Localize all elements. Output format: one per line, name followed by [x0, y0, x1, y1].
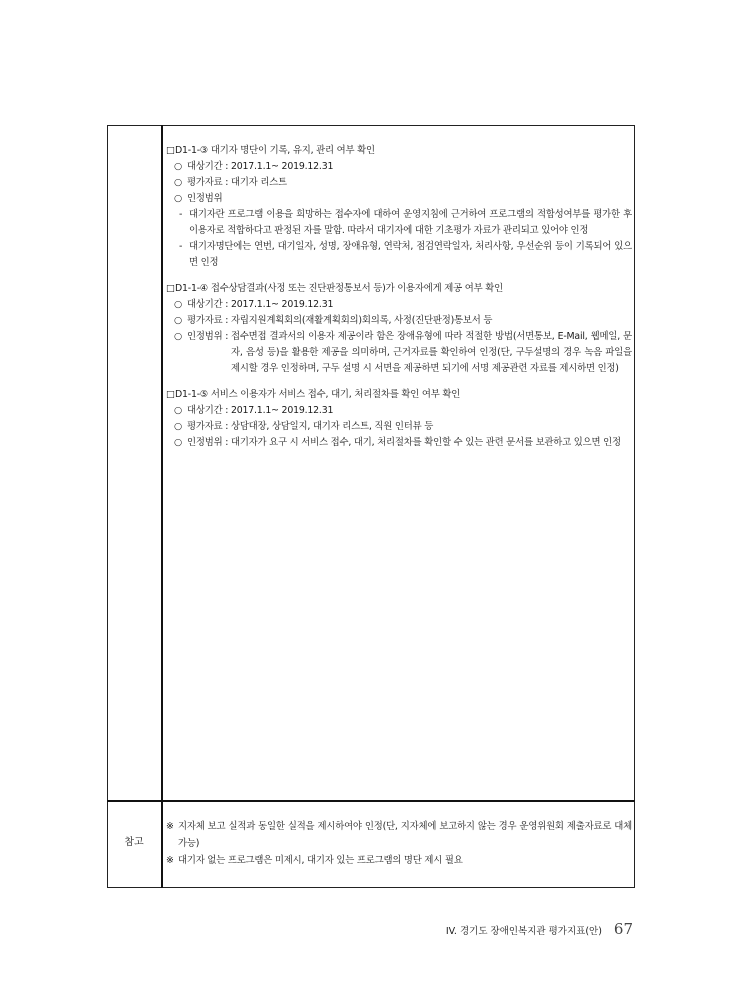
- circle-bullet-icon: ○: [174, 437, 182, 448]
- material-row: ○ 평가자료 : 상담대장, 상담일지, 대기자 리스트, 직원 인터뷰 등: [166, 419, 632, 435]
- checkbox-square-icon: □: [166, 283, 175, 294]
- period-row: ○ 대상기간 : 2017.1.1~ 2019.12.31: [166, 159, 632, 175]
- reference-label: 참고: [124, 837, 144, 848]
- circle-bullet-icon: ○: [174, 299, 182, 310]
- scope-row: [166, 191, 632, 207]
- scope-row: ○ 인정범위 : 대기자가 요구 시 서비스 접수, 대기, 처리절차를 확인할 수 있는 관련 문서를 보관하고 있으면 인정: [166, 435, 632, 451]
- criteria-content: [166, 143, 632, 461]
- period-row: ○ 대상기간 : 2017.1.1~ 2019.12.31: [166, 403, 632, 419]
- scope-label: 인정범위: [187, 437, 223, 448]
- material-value: 대기자 리스트: [230, 177, 287, 188]
- criterion-heading: [166, 281, 632, 297]
- circle-bullet-icon: ○: [174, 161, 182, 172]
- criterion-section: [166, 281, 632, 377]
- scope-row: ○ 인정범위 : 접수면접 결과서의 이용자 제공이라 함은 장애유형에 따라 적절한 방법(서면통보, E-Mail, 웹메일, 문자, 음성 등)을 활용한 제공을 의미하며, 근거자료를 확인하여 인정(단, 구두설명의 경우 녹음 파일을 제시할 경우 인정하며, 구두 설명 시 서면을 제공하면 되기에 서명 제공관련 자료를 제시하면 인정): [166, 329, 632, 377]
- reference-note-text: 지자체 보고 실적과 동일한 실적을 제시하여야 인정(단, 지자체에 보고하지 않는 경우 운영위원회 제출자료로 대체 가능): [178, 821, 632, 849]
- reference-notes: [166, 818, 632, 869]
- reference-note: [166, 818, 632, 852]
- scope-label: 인정범위: [187, 193, 223, 204]
- scope-item: [166, 239, 632, 271]
- criterion-section: [166, 387, 632, 451]
- material-label: 평가자료: [187, 315, 223, 326]
- period-row: ○ 대상기간 : 2017.1.1~ 2019.12.31: [166, 297, 632, 313]
- criterion-title: D1-1-⑤ 서비스 이용자가 서비스 접수, 대기, 처리절차를 확인 여부 확인: [175, 389, 461, 400]
- dash-bullet-icon: -: [179, 209, 183, 220]
- period-label: 대상기간: [187, 161, 223, 172]
- criterion-heading: [166, 387, 632, 403]
- footer-title: IV. 경기도 장애인복지관 평가지표(안): [445, 926, 602, 937]
- scope-item: [166, 207, 632, 239]
- period-value: 2017.1.1~ 2019.12.31: [230, 299, 334, 310]
- criterion-section: [166, 143, 632, 271]
- circle-bullet-icon: ○: [174, 331, 182, 342]
- period-value: 2017.1.1~ 2019.12.31: [230, 405, 334, 416]
- reference-mark-icon: ※: [166, 855, 174, 866]
- period-value: 2017.1.1~ 2019.12.31: [230, 161, 334, 172]
- circle-bullet-icon: ○: [174, 421, 182, 432]
- material-value: 상담대장, 상담일지, 대기자 리스트, 직원 인터뷰 등: [230, 421, 434, 432]
- scope-label: 인정범위: [187, 331, 223, 342]
- criterion-title: D1-1-③ 대기자 명단이 기록, 유지, 관리 여부 확인: [175, 145, 375, 156]
- scope-item-text: 대기자란 프로그램 이용을 희망하는 접수자에 대하여 운영지침에 근거하여 프로그램의 적합성여부를 평가한 후 이용자로 적합하다고 판정된 자를 말함. 따라서 대기자에 대한 기초평가 자료가 관리되고 있어야 인정: [189, 209, 632, 236]
- reference-mark-icon: ※: [166, 821, 174, 832]
- table-row-divider: [107, 800, 635, 802]
- dash-bullet-icon: -: [179, 241, 183, 252]
- circle-bullet-icon: ○: [174, 315, 182, 326]
- checkbox-square-icon: □: [166, 145, 175, 156]
- reference-note-text: 대기자 없는 프로그램은 미제시, 대기자 있는 프로그램의 명단 제시 필요: [178, 855, 463, 866]
- scope-item-text: 대기자명단에는 연번, 대기일자, 성명, 장애유형, 연락처, 점검연락일자, 처리사항, 우선순위 등이 기록되어 있으면 인정: [189, 241, 632, 268]
- criterion-title: D1-1-④ 접수상담결과(사정 또는 진단판정통보서 등)가 이용자에게 제공 여부 확인: [175, 283, 503, 294]
- material-row: ○ 평가자료 : 대기자 리스트: [166, 175, 632, 191]
- scope-value: 대기자가 요구 시 서비스 접수, 대기, 처리절차를 확인할 수 있는 관련 문서를 보관하고 있으면 인정: [230, 437, 621, 448]
- circle-bullet-icon: ○: [174, 405, 182, 416]
- circle-bullet-icon: ○: [174, 177, 182, 188]
- page-number: 67: [613, 920, 633, 938]
- table-column-divider: [161, 125, 163, 888]
- circle-bullet-icon: ○: [174, 193, 182, 204]
- material-label: 평가자료: [187, 177, 223, 188]
- reference-note: [166, 852, 632, 869]
- period-label: 대상기간: [187, 405, 223, 416]
- criterion-heading: [166, 143, 632, 159]
- checkbox-square-icon: □: [166, 389, 175, 400]
- page-footer: [446, 920, 633, 938]
- material-row: ○ 평가자료 : 자립지원계획회의(재활계획회의)회의록, 사정(진단판정)통보서 등: [166, 313, 632, 329]
- scope-value: 접수면접 결과서의 이용자 제공이라 함은 장애유형에 따라 적절한 방법(서면통보, E-Mail, 웹메일, 문자, 음성 등)을 활용한 제공을 의미하며, 근거자료를 확인하여 인정(단, 구두설명의 경우 녹음 파일을 제시할 경우 인정하며, 구두 설명 시 서면을 제공하면 되기에 서명 제공관련 자료를 제시하면 인정): [230, 331, 632, 374]
- material-value: 자립지원계획회의(재활계획회의)회의록, 사정(진단판정)통보서 등: [230, 315, 493, 326]
- period-label: 대상기간: [187, 299, 223, 310]
- material-label: 평가자료: [187, 421, 223, 432]
